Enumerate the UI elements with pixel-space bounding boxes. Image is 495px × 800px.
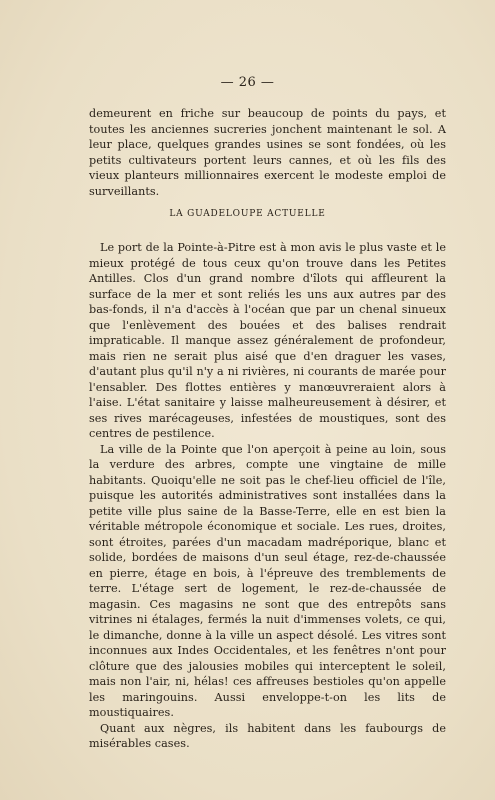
opening-paragraph-block (89, 106, 446, 199)
section-title: LA GUADELOUPE ACTUELLE (169, 209, 326, 219)
paragraph-ville: La ville de la Pointe que l'on aperçoit à peine au loin, sous la verdure des arbres, compte une vingtaine de mille habitants. Quoiqu'elle ne soit pas le chef-lieu officiel de l'île, puisque les autorités administratives sont installées dans la petite ville plus saine de la Basse-Terre, elle en est bien la véritable métropole économique et sociale. Les rues, droites, sont étroites, parées d'un macadam madréporique, blanc et solide, bordées de maisons d'un seul étage, rez-de-chaussée en pierre, étage en bois, à l'épreuve des tremblements de terre. L'étage sert de logement, le rez-de-chaussée de magasin. Ces magasins ne sont que des entrepôts sans vitrines ni étalages, fermés la nuit d'immenses volets, ce qui, le dimanche, donne à la ville un aspect désolé. Les vitres sont inconnues aux Indes Occidentales, et les fenêtres n'ont pour clôture que des jalousies mobiles qui interceptent le soleil, mais non l'air, ni, hélas! ces affreuses bestioles qu'on appelle les maringouins. Aussi enveloppe-t-on les lits de moustiquaires. (89, 442, 446, 719)
paragraph-port: Le port de la Pointe-à-Pitre est à mon avis le plus vaste et le mieux protégé de tous ceux qu'on trouve dans les Petites Antilles. Clos d'un grand nombre d'îlots qui affleurent la surface de la mer et sont reliés les uns aux autres par des bas-fonds, il n'a d'accès à l'océan que par un chenal sinueux que l'enlèvement des bouées et des balises rendrait impraticable. Il manque assez généralement de profondeur, mais rien ne serait plus aisé que d'en draguer les vases, d'autant plus qu'il n'y a ni rivières, ni courants de marée pour l'ensabler. Des flottes entières y manœuvreraient alors à l'aise. L'état sanitaire y laisse malheureusement à désirer, et ses rives marécageuses, infestées de moustiques, sont des centres de pestilence. (89, 241, 446, 440)
body-text (89, 240, 446, 752)
opening-paragraph: demeurent en friche sur beaucoup de points du pays, et toutes les anciennes sucreries jonchent maintenant le sol. A leur place, quelques grandes usines se sont fondées, où les petits cultivateurs portent leurs cannes, et où les fils des vieux planteurs millionnaires exercent le modeste emploi de surveillants. (89, 107, 446, 198)
paragraph-negres: Quant aux nègres, ils habitent dans les faubourgs de misérables cases. (89, 721, 446, 750)
page-number: — 26 — (220, 75, 275, 90)
